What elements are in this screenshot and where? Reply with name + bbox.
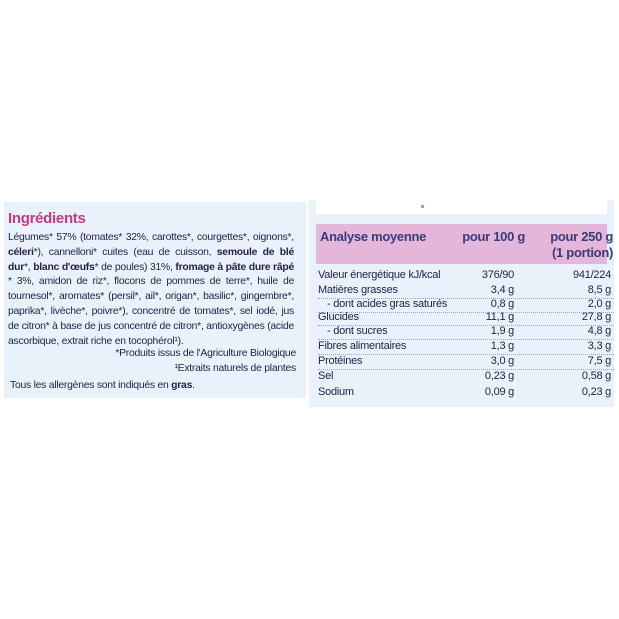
ingredient-allergen: blanc d'œufs <box>33 261 95 273</box>
footnote-plant-extracts: ¹Extraits naturels de plantes <box>174 363 296 374</box>
value-per-250g: 0,58 g <box>581 370 611 382</box>
ingredient-allergen: fromage à pâte dure râpé <box>175 261 294 273</box>
nutrition-row <box>318 386 614 400</box>
nutrient-name: Matières grasses <box>318 284 398 296</box>
value-per-100g: 0,09 g <box>484 386 514 398</box>
nutrient-name: Fibres alimentaires <box>318 340 407 352</box>
footnote-organic: *Produits issus de l'Agriculture Biologique <box>115 348 296 359</box>
allergens-bold-word: gras <box>171 380 193 391</box>
nutrient-name: Valeur énergétique kJ/kcal <box>318 269 441 281</box>
nutrition-header-portion: (1 portion) <box>552 245 613 260</box>
nutrition-row <box>318 325 614 340</box>
allergens-prefix: Tous les allergènes sont indiqués en <box>10 380 172 391</box>
value-per-100g: 3,4 g <box>490 284 514 296</box>
nutrition-row <box>318 311 614 326</box>
value-per-100g: 1,9 g <box>490 325 514 337</box>
nutrient-name: - dont acides gras saturés <box>327 298 448 310</box>
nutrition-header-name: Analyse moyenne <box>320 229 427 244</box>
ingredient-allergen: semoule de blé dur <box>8 246 294 273</box>
value-per-100g: 0,8 g <box>490 298 514 310</box>
value-per-100g: 0,23 g <box>484 370 514 382</box>
value-per-100g: 11,1 g <box>485 311 514 323</box>
ingredient-allergen: céleri <box>8 246 34 258</box>
ingredient-text: *), cannelloni* cuites (eau de cuisson, <box>33 246 217 258</box>
nutrient-name: - dont sucres <box>327 325 388 337</box>
value-per-100g: 376/90 <box>481 269 514 281</box>
nutrition-row <box>318 370 614 384</box>
nutrition-top-strip <box>316 200 607 214</box>
nutrient-name: Glucides <box>318 311 359 323</box>
value-per-250g: 7,5 g <box>587 355 611 367</box>
ingredient-text: *, <box>24 261 34 273</box>
value-per-250g: 0,23 g <box>581 386 611 398</box>
nutrient-name: Sodium <box>318 386 354 398</box>
nutrient-name: Protéines <box>318 355 363 367</box>
ingredient-text: * 3%, amidon de riz*, flocons de pommes de terre*, huile de tournesol*, aromates* (persil*, ail*, origan*, basilic*, gingembre*, paprika*, livèche*, poivre*), concentré de tomates*, sel iodé, jus de citron* à base de jus concentré de citron*, antioxygènes (acide ascorbique, extrait riche en tocophérol¹). <box>8 276 294 347</box>
nutrition-header-per100: pour 100 g <box>462 229 525 244</box>
nutrition-header-per250: pour 250 g <box>550 229 613 244</box>
nutrition-row <box>318 284 614 299</box>
nutrition-row <box>318 355 614 370</box>
ingredient-text: Légumes* 57% (tomates* 32%, carottes*, courgettes*, oignons*, <box>8 232 294 243</box>
ingredients-title: Ingrédients <box>8 210 86 227</box>
value-per-250g: 4,8 g <box>587 325 611 337</box>
value-per-100g: 1,3 g <box>490 340 514 352</box>
nutrition-row <box>318 269 614 283</box>
nutrient-name: Sel <box>318 370 334 382</box>
ingredient-text: * de poules) 31%, <box>94 261 176 273</box>
value-per-250g: 8,5 g <box>587 284 611 296</box>
value-per-250g: 941/224 <box>572 269 611 281</box>
value-per-250g: 2,0 g <box>587 298 611 310</box>
nutrition-row <box>318 340 614 355</box>
value-per-100g: 3,0 g <box>490 355 514 367</box>
value-per-250g: 27,8 g <box>581 311 611 323</box>
ingredients-text <box>8 231 294 349</box>
value-per-250g: 3,3 g <box>587 340 611 352</box>
allergens-note <box>10 380 195 391</box>
nutrition-top-mark <box>421 205 424 208</box>
allergens-suffix: . <box>192 380 195 391</box>
